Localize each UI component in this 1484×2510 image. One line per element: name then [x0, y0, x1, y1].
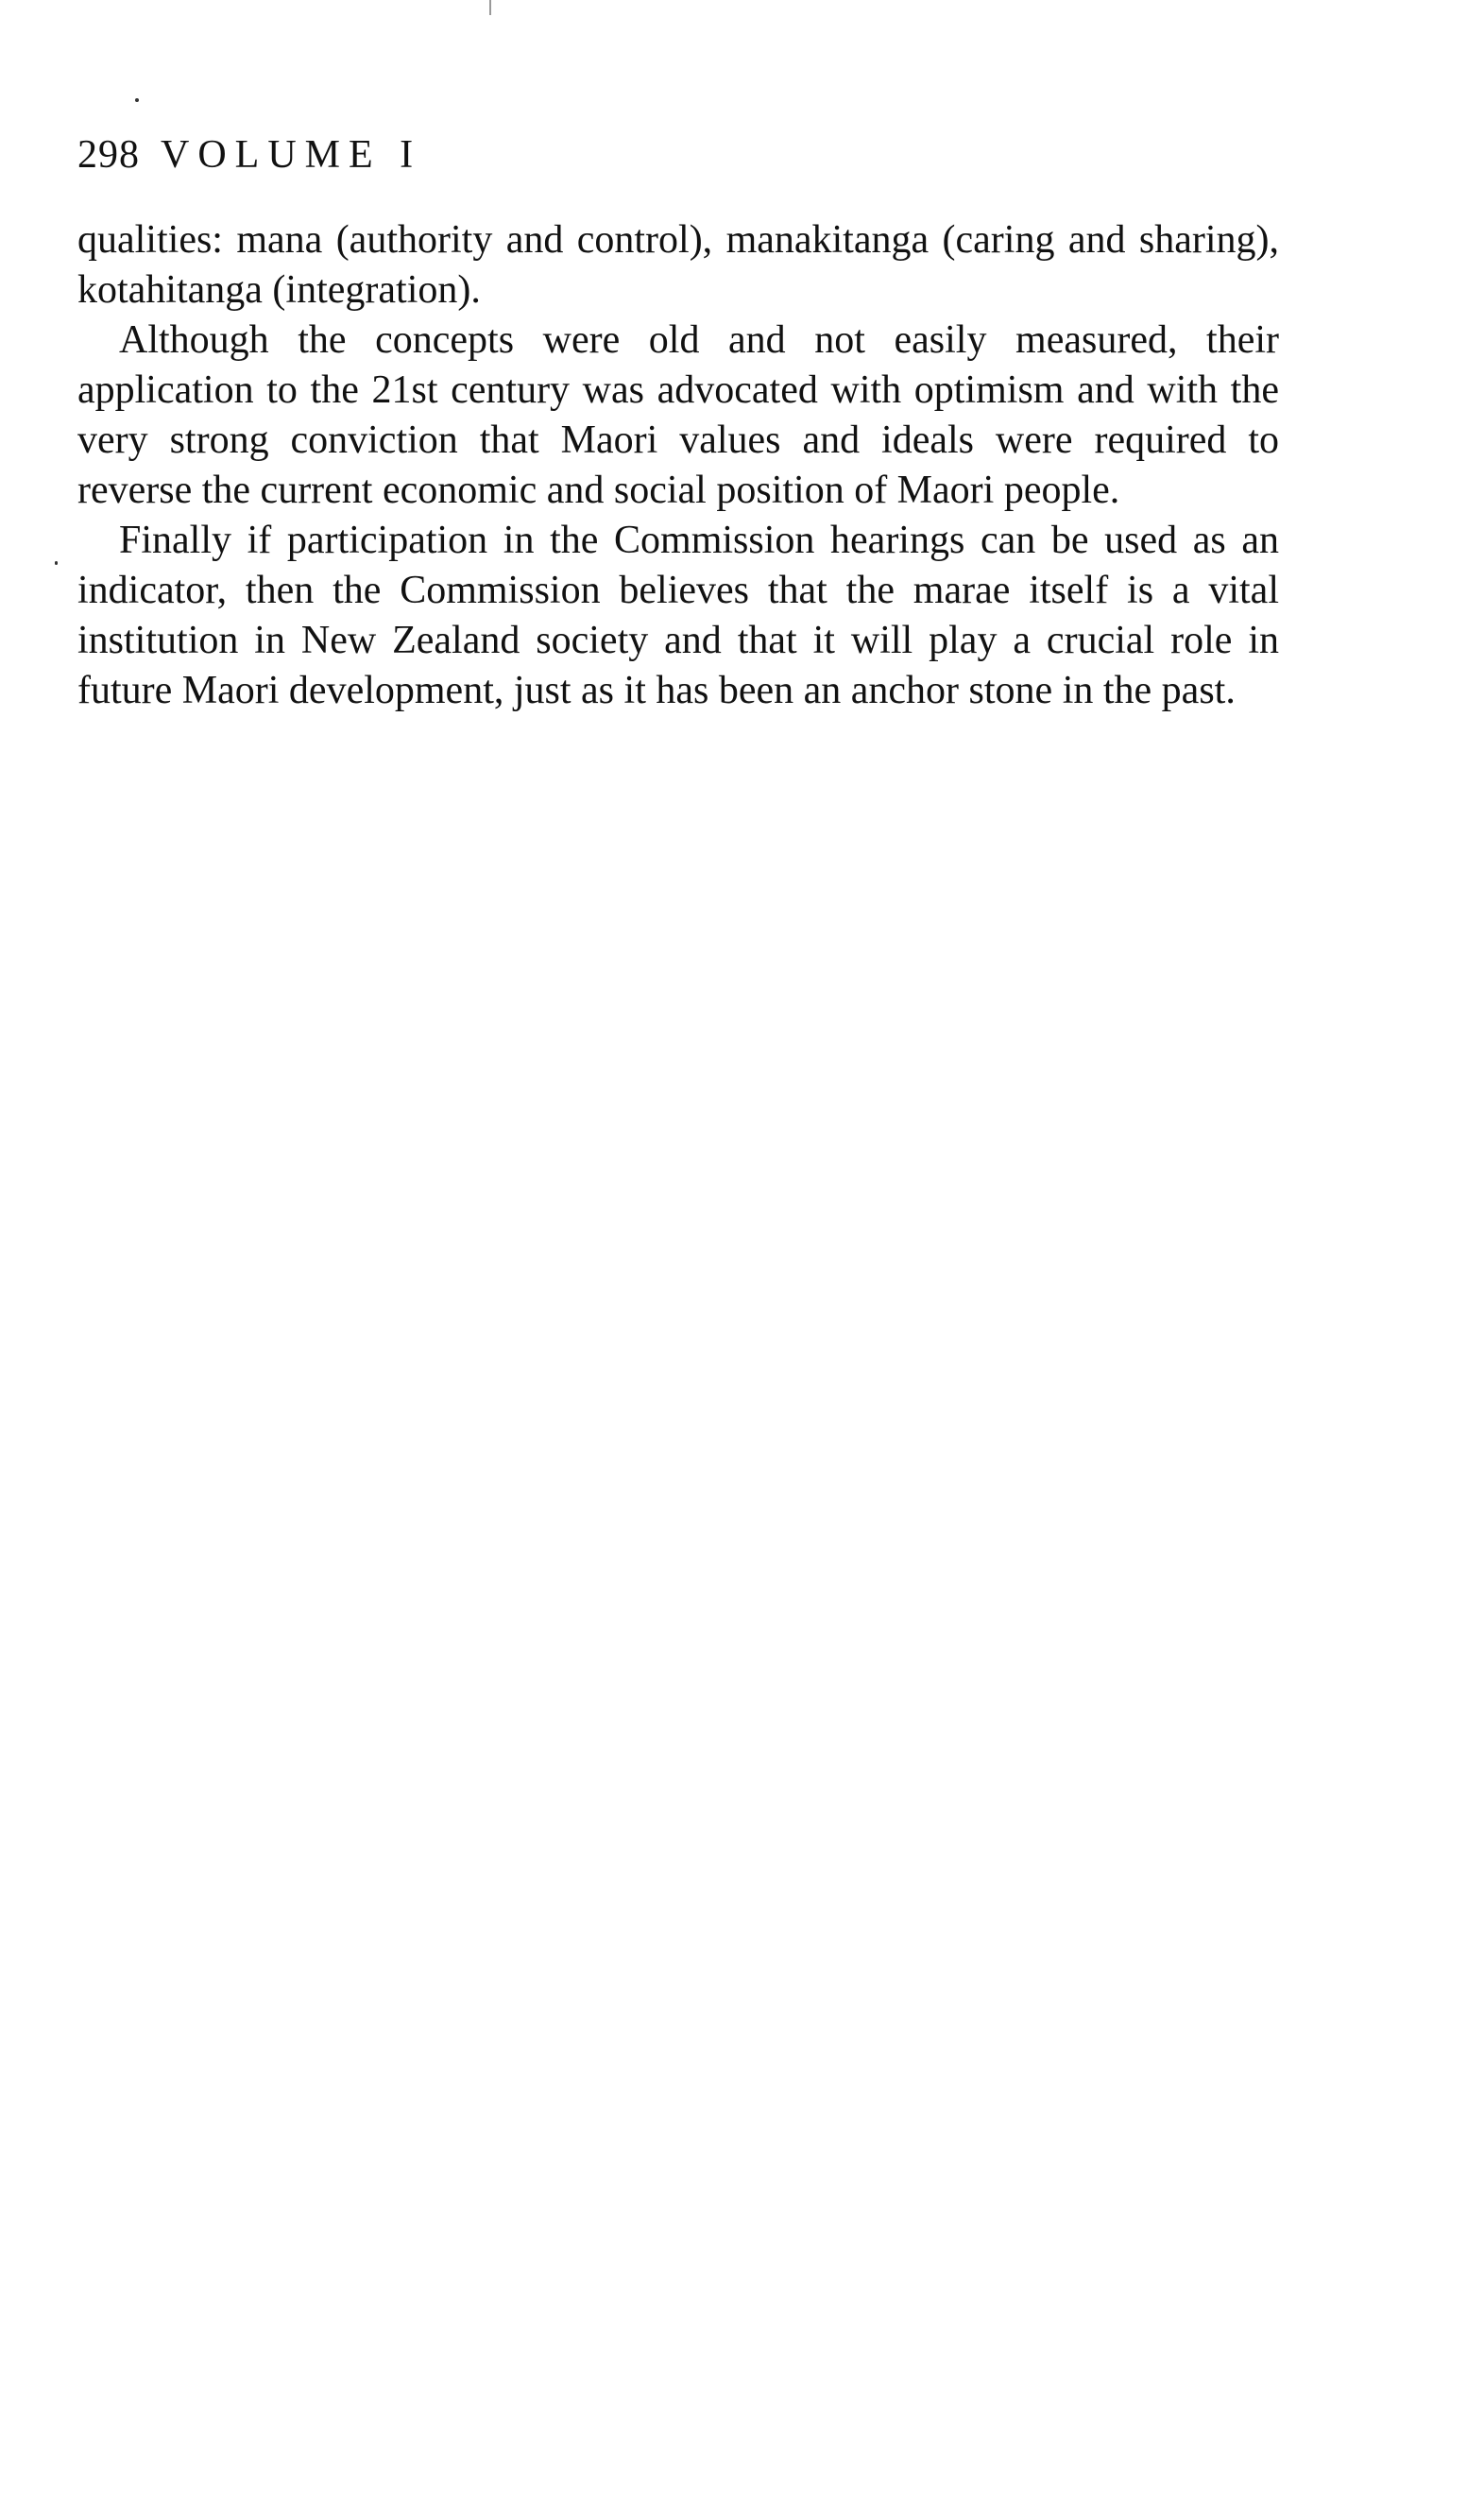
scan-artifact-tick — [55, 561, 58, 565]
page-number: 298 — [77, 133, 140, 177]
body-text — [77, 215, 1279, 716]
running-head: VOLUME I — [161, 133, 422, 177]
paragraph: Finally if participation in the Commission hearings can be used as an indicator, then the Commission believes that the marae itself is a vital institution in New Zealand society and that it will play a crucial role in future Maori development, just as it has been an anchor stone in the past. — [77, 519, 1279, 712]
scan-artifact-dot — [135, 98, 139, 102]
scan-artifact-line — [489, 0, 491, 15]
paragraph-continuation: qualities: mana (authority and control), manakitanga (caring and sharing), kotahitanga (integration). — [77, 218, 1279, 312]
page-header — [77, 130, 421, 179]
paragraph: Although the concepts were old and not easily measured, their application to the 21st century was advocated with optimism and with the very strong conviction that Maori values and ideals were required to reverse the current economic and social position of Maori people. — [77, 318, 1279, 512]
